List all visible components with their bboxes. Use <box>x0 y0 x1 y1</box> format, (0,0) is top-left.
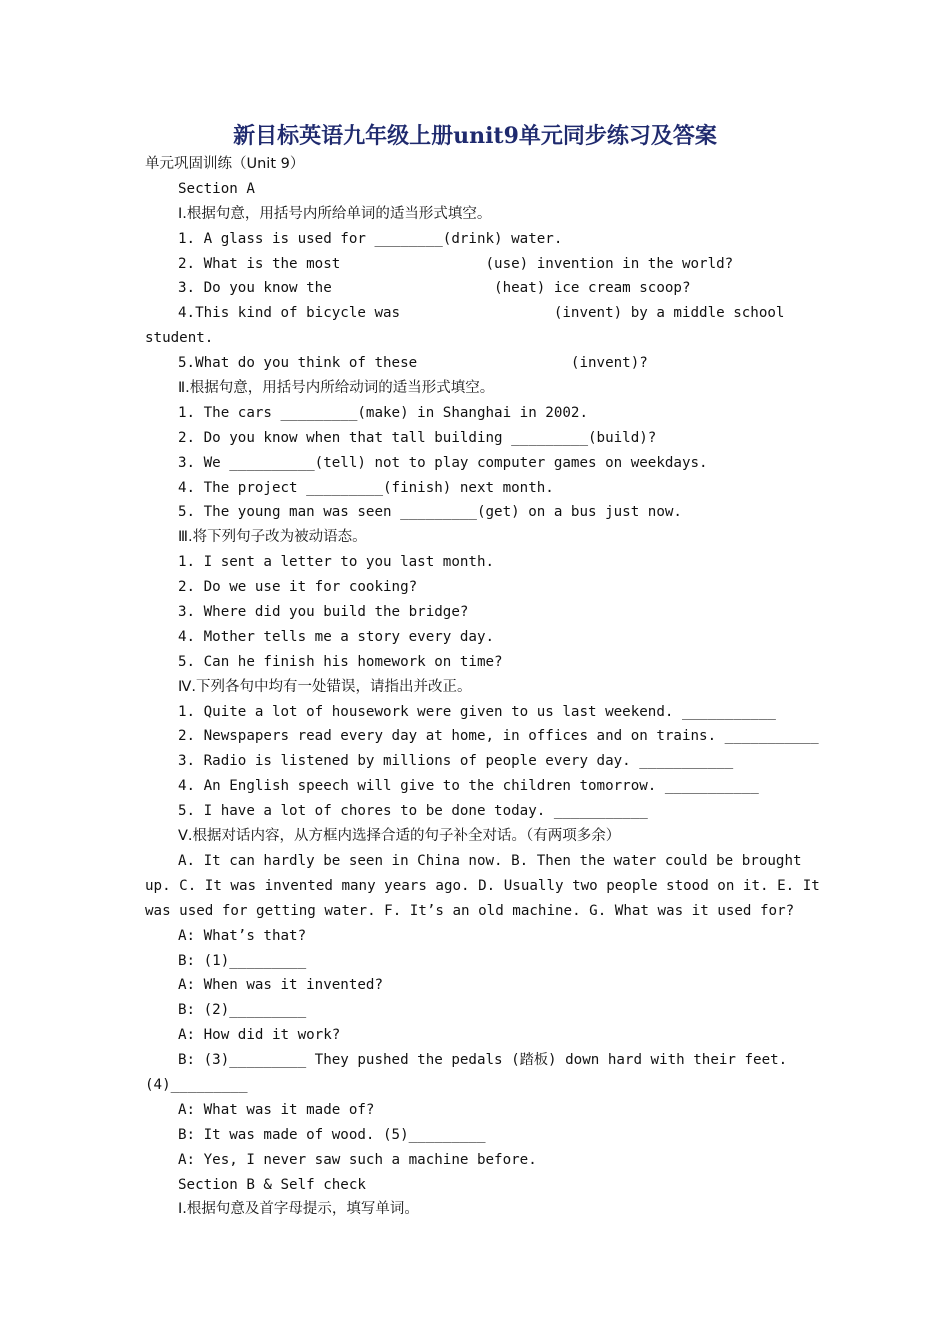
exercise-line-continuation: student. <box>145 330 214 347</box>
document-title: 新目标英语九年级上册unit9单元同步练习及答案 <box>233 123 717 149</box>
exercise-line: 5. I have a lot of chores to be done today. ___________ <box>178 803 648 820</box>
section-a-heading: Section A <box>178 180 255 197</box>
exercise-line: 3. Where did you build the bridge? <box>178 604 469 621</box>
option-line: A. It can hardly be seen in China now. B. Then the water could be brought <box>178 852 802 869</box>
dialogue-line: A: What’s that? <box>178 927 307 944</box>
exercise-line: 4. Mother tells me a story every day. <box>178 628 495 645</box>
exercise-line: 5. Can he finish his homework on time? <box>178 653 503 670</box>
exercise-line: 1. I sent a letter to you last month. <box>178 554 495 571</box>
exercise-line: 3. Radio is listened by millions of people every day. ___________ <box>178 753 734 770</box>
option-line: was used for getting water. F. It’s an old machine. G. What was it used for? <box>145 902 795 919</box>
exercise-line: 2. Do you know when that tall building _________(build)? <box>178 429 657 446</box>
part5-heading: Ⅴ.根据对话内容，从方框内选择合适的句子补全对话。（有两项多余） <box>178 828 621 845</box>
dialogue-line: A: How did it work? <box>178 1027 341 1044</box>
exercise-line: 5.What do you think of these (invent)? <box>178 355 648 372</box>
exercise-line: 4. An English speech will give to the children tomorrow. ___________ <box>178 778 759 795</box>
exercise-line: 2. Do we use it for cooking? <box>178 579 418 596</box>
exercise-line: 2. Newspapers read every day at home, in offices and on trains. ___________ <box>178 728 819 745</box>
exercise-line: 1. A glass is used for ________(drink) water. <box>178 230 563 247</box>
exercise-line: 3. We __________(tell) not to play computer games on weekdays. <box>178 454 708 471</box>
part2-heading: Ⅱ.根据句意，用括号内所给动词的适当形式填空。 <box>178 380 495 397</box>
dialogue-line: A: Yes, I never saw such a machine before. <box>178 1151 537 1168</box>
dialogue-line: B: It was made of wood. (5)_________ <box>178 1126 486 1143</box>
exercise-line: 5. The young man was seen _________(get) on a bus just now. <box>178 504 682 521</box>
section-b-part1-heading: Ⅰ.根据句意及首字母提示，填写单词。 <box>178 1201 419 1218</box>
exercise-line: 3. Do you know the (heat) ice cream scoop? <box>178 280 691 297</box>
part4-heading: Ⅳ.下列各句中均有一处错误，请指出并改正。 <box>178 678 472 695</box>
part1-heading: Ⅰ.根据句意，用括号内所给单词的适当形式填空。 <box>178 205 492 222</box>
part3-heading: Ⅲ.将下列句子改为被动语态。 <box>178 529 367 546</box>
exercise-line: 4.This kind of bicycle was (invent) by a middle school <box>178 305 785 322</box>
exercise-line: 4. The project _________(finish) next month. <box>178 479 554 496</box>
option-line: up. C. It was invented many years ago. D. Usually two people stood on it. E. It <box>145 877 820 894</box>
document-body <box>145 152 820 1222</box>
exercise-line: 1. The cars _________(make) in Shanghai in 2002. <box>178 404 588 421</box>
dialogue-line-continuation: (4)_________ <box>145 1076 248 1093</box>
subtitle: 单元巩固训练（Unit 9） <box>145 156 305 172</box>
dialogue-line: A: When was it invented? <box>178 977 383 994</box>
dialogue-line: B: (3)_________ They pushed the pedals (踏板) down hard with their feet. <box>178 1052 788 1069</box>
section-b-heading: Section B & Self check <box>178 1176 366 1193</box>
dialogue-line: A: What was it made of? <box>178 1101 375 1118</box>
dialogue-line: B: (2)_________ <box>178 1002 307 1019</box>
exercise-line: 2. What is the most (use) invention in the world? <box>178 255 734 272</box>
dialogue-line: B: (1)_________ <box>178 952 307 969</box>
exercise-line: 1. Quite a lot of housework were given to us last weekend. ___________ <box>178 703 776 720</box>
